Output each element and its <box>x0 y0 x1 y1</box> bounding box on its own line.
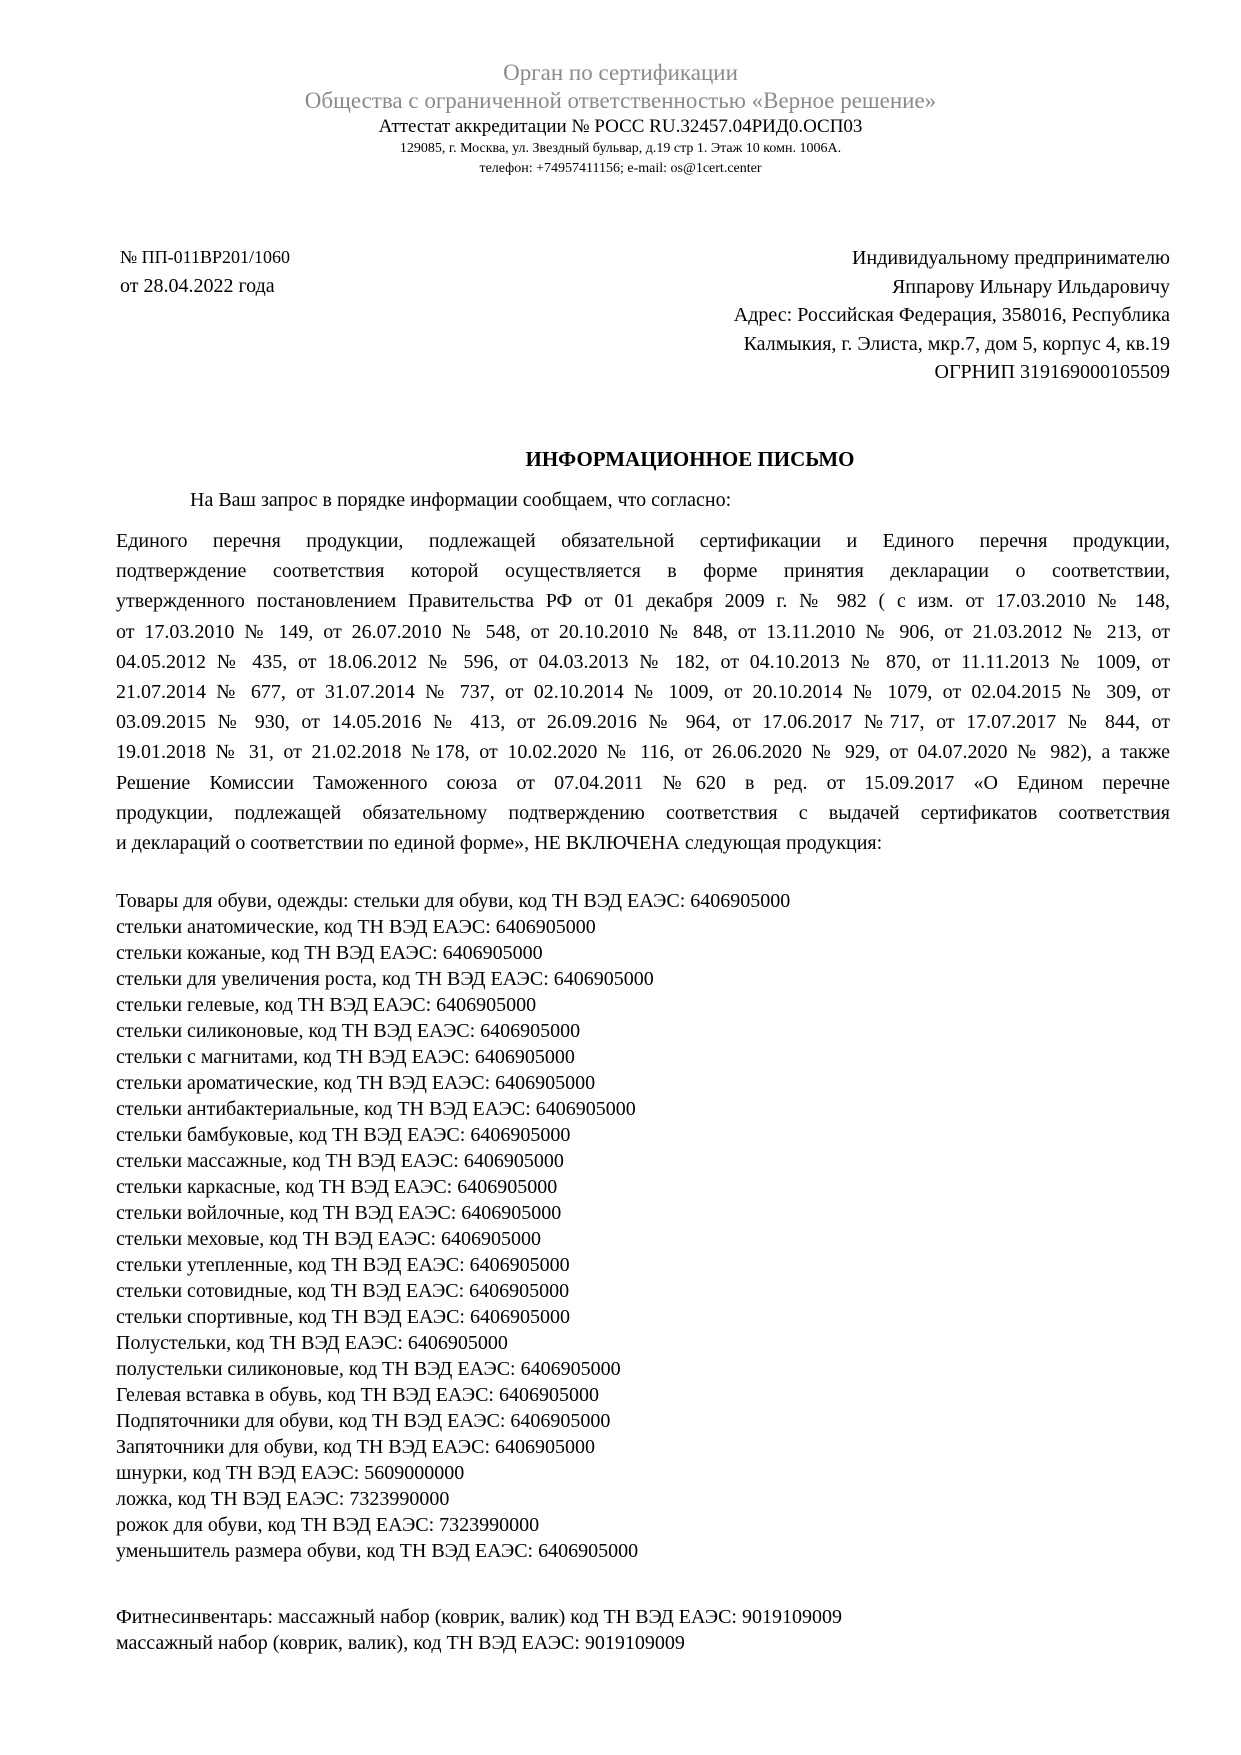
paragraph-line: 21.07.2014 № 677, от 31.07.2014 № 737, от 02.10.2014 № 1009, от 20.10.2014 № 1079, от 02.04.2015 № 309, от <box>116 680 1170 703</box>
paragraph-line: 03.09.2015 № 930, от 14.05.2016 № 413, от 26.09.2016 № 964, от 17.06.2017 №717, от 17.07.2017 № 844, от <box>116 711 1170 734</box>
letter-date: от 28.04.2022 года <box>120 275 275 297</box>
product-item: Подпяточники для обуви, код ТН ВЭД ЕАЭС: 6406905000 <box>116 1410 611 1432</box>
accreditation-line: Аттестат аккредитации № РОСС RU.32457.04РИД0.ОСП03 <box>378 116 863 137</box>
letter-title: ИНФОРМАЦИОННОЕ ПИСЬМО <box>525 447 855 471</box>
paragraph-line: и деклараций о соответствии по единой форме», НЕ ВКЛЮЧЕНА следующая продукция: <box>116 831 883 854</box>
product-item: стельки массажные, код ТН ВЭД ЕАЭС: 6406905000 <box>116 1150 564 1172</box>
product-item: шнурки, код ТН ВЭД ЕАЭС: 5609000000 <box>116 1462 465 1484</box>
paragraph-line: от 17.03.2010 № 149, от 26.07.2010 № 548, от 20.10.2010 № 848, от 13.11.2010 № 906, от 21.03.2012 № 213, от <box>116 620 1170 643</box>
product-item: стельки каркасные, код ТН ВЭД ЕАЭС: 6406905000 <box>116 1176 558 1198</box>
product-item: Запяточники для обуви, код ТН ВЭД ЕАЭС: 6406905000 <box>116 1436 596 1458</box>
addressee-block <box>470 244 1170 387</box>
product-item: стельки бамбуковые, код ТН ВЭД ЕАЭС: 6406905000 <box>116 1124 571 1146</box>
product-item: полустельки силиконовые, код ТН ВЭД ЕАЭС: 6406905000 <box>116 1358 621 1380</box>
addressee-line: Яппарову Ильнару Ильдаровичу <box>891 275 1170 298</box>
product-item: стельки с магнитами, код ТН ВЭД ЕАЭС: 6406905000 <box>116 1046 575 1068</box>
product-item: стельки антибактериальные, код ТН ВЭД ЕАЭС: 6406905000 <box>116 1098 636 1120</box>
paragraph-line: утвержденного постановлением Правительства РФ от 01 декабря 2009 г. № 982 ( с изм. от 17.03.2010 № 148, <box>116 590 1170 613</box>
paragraph-line: Решение Комиссии Таможенного союза от 07.04.2011 №620 в ред. от 15.09.2017 «О Едином перечне <box>116 771 1170 794</box>
product-item: стельки для увеличения роста, код ТН ВЭД ЕАЭС: 6406905000 <box>116 968 654 990</box>
product-item: стельки сотовидные, код ТН ВЭД ЕАЭС: 6406905000 <box>116 1280 570 1302</box>
fitness-item: Фитнесинвентарь: массажный набор (коврик, валик) код ТН ВЭД ЕАЭС: 9019109009 <box>116 1606 842 1628</box>
addressee-line: ОГРНИП 319169000105509 <box>934 361 1170 383</box>
addressee-line: Адрес: Российская Федерация, 358016, Республика <box>733 304 1170 326</box>
product-item: стельки кожаные, код ТН ВЭД ЕАЭС: 6406905000 <box>116 942 543 964</box>
paragraph-line: 04.05.2012 № 435, от 18.06.2012 № 596, от 04.03.2013 № 182, от 04.10.2013 № 870, от 11.11.2013 № 1009, от <box>116 650 1170 673</box>
letter-number: № ПП-011ВР201/1060 <box>120 247 291 267</box>
product-item: стельки гелевые, код ТН ВЭД ЕАЭС: 6406905000 <box>116 994 537 1016</box>
product-item: Товары для обуви, одежды: стельки для обуви, код ТН ВЭД ЕАЭС: 6406905000 <box>116 890 791 912</box>
fitness-list <box>116 1604 842 1656</box>
org-name: Общества с ограниченной ответственностью «Верное решение» <box>304 88 937 113</box>
paragraph-line: подтверждение соответствия которой осуществляется в форме принятия декларации о соответствии, <box>116 560 1170 583</box>
paragraph-line: Единого перечня продукции, подлежащей обязательной сертификации и Единого перечня продукции, <box>116 530 1170 552</box>
fitness-item: массажный набор (коврик, валик), код ТН ВЭД ЕАЭС: 9019109009 <box>116 1632 685 1654</box>
product-item: Полустельки, код ТН ВЭД ЕАЭС: 6406905000 <box>116 1332 508 1354</box>
product-list <box>116 888 790 1564</box>
intro-text: На Ваш запрос в порядке информации сообщаем, что согласно: <box>190 489 732 511</box>
org-contacts: телефон: +74957411156; e-mail: os@1cert.center <box>479 161 762 176</box>
product-item: стельки войлочные, код ТН ВЭД ЕАЭС: 6406905000 <box>116 1202 562 1224</box>
product-item: стельки утепленные, код ТН ВЭД ЕАЭС: 6406905000 <box>116 1254 570 1276</box>
product-item: рожок для обуви, код ТН ВЭД ЕАЭС: 7323990000 <box>116 1514 540 1536</box>
addressee-line: Индивидуальному предпринимателю <box>852 247 1170 269</box>
org-title: Орган по сертификации <box>503 60 738 85</box>
product-item: стельки меховые, код ТН ВЭД ЕАЭС: 6406905000 <box>116 1228 542 1250</box>
product-item: стельки спортивные, код ТН ВЭД ЕАЭС: 6406905000 <box>116 1306 570 1328</box>
paragraph-line: продукции, подлежащей обязательному подтверждению соответствия с выдачей сертификатов соответствия <box>116 801 1170 824</box>
org-address: 129085, г. Москва, ул. Звездный бульвар, д.19 стр 1. Этаж 10 комн. 1006А. <box>399 141 842 156</box>
product-item: стельки силиконовые, код ТН ВЭД ЕАЭС: 6406905000 <box>116 1020 581 1042</box>
paragraph-line: 19.01.2018 № 31, от 21.02.2018 №178, от 10.02.2020 № 116, от 26.06.2020 № 929, от 04.07.2020 № 982), а также <box>116 741 1170 764</box>
product-item: уменьшитель размера обуви, код ТН ВЭД ЕАЭС: 6406905000 <box>116 1540 639 1562</box>
body-paragraph <box>116 526 1170 858</box>
product-item: ложка, код ТН ВЭД ЕАЭС: 7323990000 <box>116 1488 450 1510</box>
product-item: стельки ароматические, код ТН ВЭД ЕАЭС: 6406905000 <box>116 1072 596 1094</box>
addressee-line: Калмыкия, г. Элиста, мкр.7, дом 5, корпус 4, кв.19 <box>743 332 1170 355</box>
product-item: стельки анатомические, код ТН ВЭД ЕАЭС: 6406905000 <box>116 916 596 938</box>
product-item: Гелевая вставка в обувь, код ТН ВЭД ЕАЭС: 6406905000 <box>116 1384 599 1406</box>
